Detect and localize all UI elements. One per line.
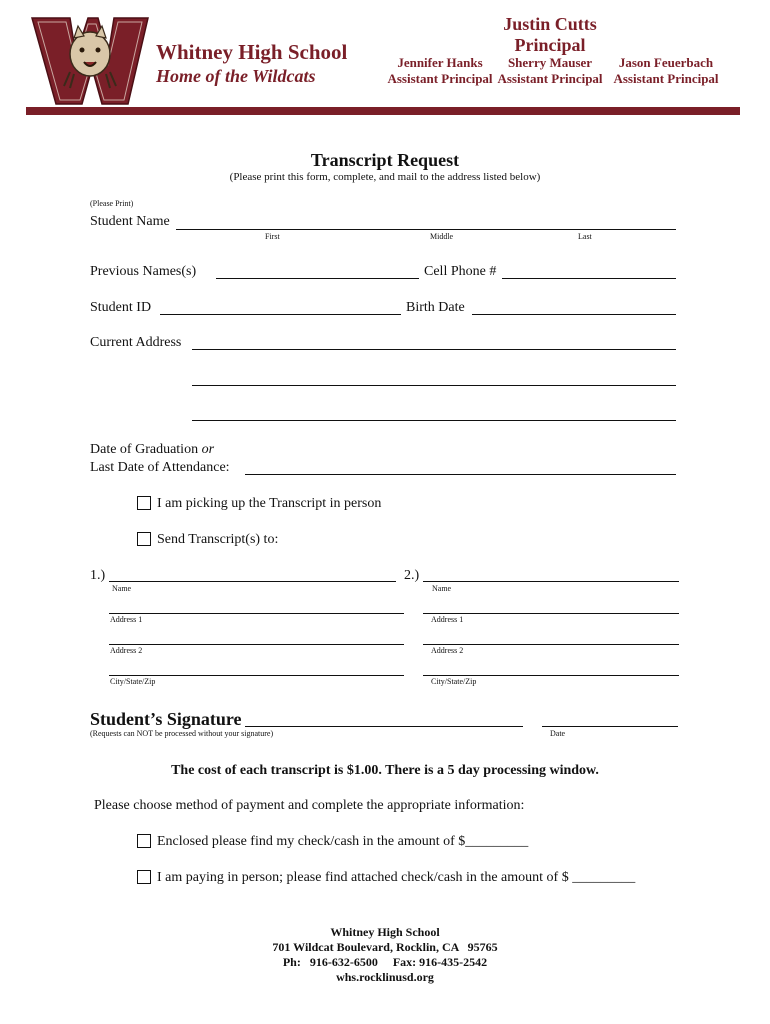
last-attendance-label: Last Date of Attendance:: [90, 460, 230, 475]
send-checkbox[interactable]: [137, 532, 151, 546]
recipient-1-address-2-caption: Address 2: [110, 646, 143, 655]
signature-field[interactable]: [245, 726, 523, 727]
signature-date-caption: Date: [550, 729, 566, 738]
assistant-title-1: Assistant Principal: [387, 71, 493, 86]
footer-address: 701 Wildcat Boulevard, Rocklin, CA 95765: [272, 940, 498, 954]
current-address-line-2[interactable]: [192, 385, 676, 386]
cell-phone-label: Cell Phone #: [424, 264, 497, 279]
student-id-label: Student ID: [90, 300, 152, 315]
assistant-name-2: Sherry Mauser: [507, 55, 593, 70]
signature-label: Student’s Signature: [90, 709, 242, 729]
previous-names-label: Previous Names(s): [90, 264, 197, 279]
payment-in-person-label: I am paying in person; please find attached check/cash in the amount of $ _________: [157, 870, 636, 885]
payment-prompt: Please choose method of payment and complete the appropriate information:: [94, 798, 525, 813]
footer-phone: Ph: 916-632-6500 Fax: 916-435-2542: [282, 955, 488, 969]
recipient-1-city-field[interactable]: [109, 675, 404, 676]
recipient-2-address-1-field[interactable]: [423, 613, 679, 614]
recipient-1-address-1-field[interactable]: [109, 613, 404, 614]
school-name: Whitney High School: [156, 40, 348, 64]
footer-website: whs.rocklinusd.org: [336, 970, 434, 984]
payment-in-person-checkbox[interactable]: [137, 870, 151, 884]
cell-phone-field[interactable]: [502, 278, 676, 279]
recipient-1-city-caption: City/State/Zip: [110, 677, 156, 686]
form-title: Transcript Request: [310, 150, 460, 170]
principal-name: Justin Cutts: [503, 14, 597, 34]
payment-enclosed-label: Enclosed please find my check/cash in the amount of $_________: [157, 834, 529, 849]
assistant-name-3: Jason Feuerbach: [618, 55, 714, 70]
recipient-1-address-1-caption: Address 1: [110, 615, 143, 624]
birth-date-field[interactable]: [472, 314, 676, 315]
assistant-name-1: Jennifer Hanks: [397, 55, 483, 70]
cost-notice: The cost of each transcript is $1.00. There is a 5 day processing window.: [171, 763, 599, 778]
current-address-line-3[interactable]: [192, 420, 676, 421]
name-part-first: First: [265, 232, 280, 241]
payment-enclosed-checkbox[interactable]: [137, 834, 151, 848]
signature-note: (Requests can NOT be processed without your signature): [90, 729, 274, 738]
recipient-2-city-field[interactable]: [423, 675, 679, 676]
header-divider: [26, 107, 740, 115]
recipient-1-label: 1.): [90, 568, 106, 583]
student-name-field[interactable]: [176, 229, 676, 230]
current-address-label: Current Address: [90, 335, 182, 350]
principal-title: Principal: [514, 35, 586, 55]
footer-school: Whitney High School: [330, 925, 440, 939]
recipient-2-city-caption: City/State/Zip: [431, 677, 477, 686]
assistant-title-2: Assistant Principal: [497, 71, 603, 86]
recipient-1-name-caption: Name: [112, 584, 132, 593]
student-name-label: Student Name: [90, 214, 170, 229]
pickup-option-label: I am picking up the Transcript in person: [157, 496, 382, 511]
signature-date-field[interactable]: [542, 726, 678, 727]
form-subtitle: (Please print this form, complete, and mail to the address listed below): [229, 171, 541, 183]
school-logo: [30, 16, 150, 106]
name-part-last: Last: [578, 232, 592, 241]
pickup-checkbox[interactable]: [137, 496, 151, 510]
please-print-note: (Please Print): [90, 199, 134, 208]
send-option-label: Send Transcript(s) to:: [157, 532, 279, 547]
previous-names-field[interactable]: [216, 278, 419, 279]
recipient-1-name-field[interactable]: [109, 581, 396, 582]
or-text: or: [201, 442, 215, 457]
wildcat-mascot-icon: [30, 16, 150, 106]
school-tagline: Home of the Wildcats: [156, 66, 316, 86]
current-address-line-1[interactable]: [192, 349, 676, 350]
assistant-title-3: Assistant Principal: [613, 71, 719, 86]
recipient-2-address-2-caption: Address 2: [431, 646, 464, 655]
recipient-2-address-2-field[interactable]: [423, 644, 679, 645]
student-id-field[interactable]: [160, 314, 401, 315]
recipient-2-name-caption: Name: [432, 584, 452, 593]
graduation-label: [90, 442, 214, 458]
birth-date-label: Birth Date: [406, 300, 465, 315]
graduation-date-field[interactable]: [245, 474, 676, 475]
recipient-2-label: 2.): [404, 568, 420, 583]
recipient-2-address-1-caption: Address 1: [431, 615, 464, 624]
name-part-middle: Middle: [430, 232, 454, 241]
recipient-2-name-field[interactable]: [423, 581, 679, 582]
recipient-1-address-2-field[interactable]: [109, 644, 404, 645]
graduation-date-text: Date of Graduation: [90, 442, 199, 457]
